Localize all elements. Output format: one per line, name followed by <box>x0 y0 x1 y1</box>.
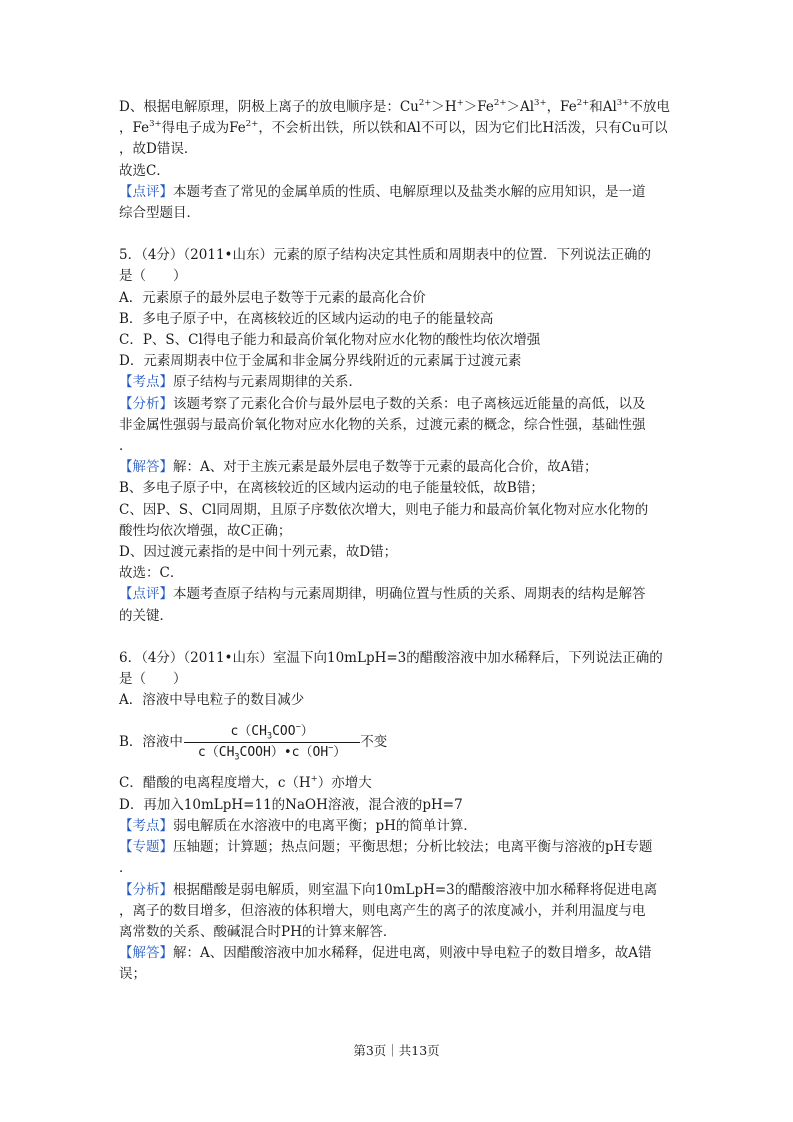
fenxi-tag: 【分析】 <box>119 881 173 898</box>
q6-fenxi-line1: 【分析】根据醋酸是弱电解质，则室温下向10mLpH=3的醋酸溶液中加水稀释将促进电离 <box>119 881 658 898</box>
fraction-denominator: $c(CH_3COOH)•c(OH^-)$ <box>197 742 347 763</box>
q6-fenxi-line2: ，离子的数目增多，但溶液的体积增大，则电离产生的离子的浓度减小，并利用温度与电 <box>119 902 646 919</box>
q6-stem-line2: 是（ ） <box>119 671 187 688</box>
q6-zhuanti-line2: ． <box>119 860 133 877</box>
q5-jieda-line6: 故选：C． <box>119 565 184 582</box>
jieda-tag: 【解答】 <box>119 459 173 476</box>
q5-jieda-line5: D、因过渡元素指的是中间十列元素，故D错； <box>119 544 398 561</box>
q5-option-b: B．多电子原子中，在离核较近的区域内运动的电子的能量较高 <box>119 310 494 327</box>
q5-jieda-line1: 【解答】解：A、对于主族元素是最外层电子数等于元素的最高化合价，故A错； <box>119 459 598 476</box>
dianping-tag: 【点评】 <box>119 586 173 603</box>
q4-comment-line1: 【点评】本题考查了常见的金属单质的性质、电解原理以及盐类水解的应用知识，是一道 <box>119 183 646 200</box>
q5-fenxi-line2: 非金属性强弱与最高价氧化物对应水化物的关系，过渡元素的概念，综合性强，基础性强 <box>119 416 646 433</box>
q6-zhuanti-line1: 【专题】压轴题；计算题；热点问题；平衡思想；分析比较法；电离平衡与溶液的pH专题 <box>119 839 653 856</box>
q5-dianping-line2: 的关键． <box>119 607 173 624</box>
q6-option-c: C．醋酸的电离程度增大，c（H+）亦增大 <box>119 773 372 792</box>
q5-jieda-line2: B、多电子原子中，在离核较近的区域内运动的电子能量较低，故B错； <box>119 480 544 497</box>
q5-stem-line1: 5．（4分）（2011•山东）元素的原子结构决定其性质和周期表中的位置．下列说法正确的 <box>119 247 651 264</box>
q5-dianping-line1: 【点评】本题考查原子结构与元素周期律，明确位置与性质的关系、周期表的结构是解答 <box>119 586 646 603</box>
q6-option-a: A．溶液中导电粒子的数目减少 <box>119 692 305 709</box>
comment-tag: 【点评】 <box>119 183 173 200</box>
q5-jieda-line4: 酸性均依次增强，故C正确； <box>119 522 292 539</box>
q5-option-c: C．P、S、Cl得电子能力和最高价氧化物对应水化物的酸性均依次增强 <box>119 332 541 349</box>
q4-answer: 故选C． <box>119 162 170 179</box>
q6-jieda-line2: 误； <box>119 966 146 983</box>
q6-option-d: D．再加入10mLpH=11的NaOH溶液，混合液的pH=7 <box>119 796 463 813</box>
fenxi-tag: 【分析】 <box>119 395 173 412</box>
q5-option-d: D．元素周期表中位于金属和非金属分界线附近的元素属于过渡元素 <box>119 353 522 370</box>
fraction <box>184 722 360 763</box>
spacer <box>119 627 679 648</box>
q4-option-d-line2: ，$Fe^{3+}$得电子成为$Fe^{2+}$，不会析出铁，所以铁和Al不可以，因为它们比H活泼，只有Cu可以 <box>119 118 668 137</box>
page-footer: 第3页｜共13页 <box>353 1043 440 1058</box>
kaodian-tag: 【考点】 <box>119 817 173 834</box>
q5-fenxi-line3: ． <box>119 438 133 455</box>
q6-stem-line1: 6．（4分）（2011•山东）室温下向10mLpH=3的醋酸溶液中加水稀释后，下列说法正确的 <box>119 649 663 666</box>
q4-option-d-line1: D、根据电解原理，阴极上离子的放电顺序是：$Cu^{2+}>H^+>Fe^{2+}>Al^{3+}$，$Fe^{2+}$和$Al^{3+}$不放电 <box>119 97 670 115</box>
q4-comment-line2: 综合型题目． <box>119 205 200 222</box>
q5-jieda-line3: C、因P、S、Cl同周期，且原子序数依次增大，则电子能力和最高价氧化物对应水化物的 <box>119 501 649 518</box>
zhuanti-tag: 【专题】 <box>119 839 173 856</box>
q6-fenxi-line3: 离常数的关系、酸碱混合时PH的计算来解答． <box>119 923 397 940</box>
q6-option-b: B．溶液中 $\frac{c(CH_3COO^-)}{c(CH_3COOH)•c(OH^-)}$ 不变 <box>119 721 388 763</box>
spacer <box>119 224 679 245</box>
q5-stem-line2: 是（ ） <box>119 268 187 285</box>
page-content <box>119 97 679 986</box>
q5-kaodian: 【考点】原子结构与元素周期律的关系． <box>119 374 362 391</box>
q5-option-a: A．元素原子的最外层电子数等于元素的最高化合价 <box>119 289 426 306</box>
kaodian-tag: 【考点】 <box>119 374 173 391</box>
q6-kaodian: 【考点】弱电解质在水溶液中的电离平衡；pH的简单计算． <box>119 817 477 834</box>
q4-option-d-line3: ，故D错误． <box>119 141 198 158</box>
q5-fenxi-line1: 【分析】该题考察了元素化合价与最外层电子数的关系：电子离核远近能量的高低，以及 <box>119 395 646 412</box>
jieda-tag: 【解答】 <box>119 945 173 962</box>
q6-jieda-line1: 【解答】解：A、因醋酸溶液中加水稀释，促进电离，则液中导电粒子的数目增多，故A错 <box>119 945 652 962</box>
fraction-numerator: $c(CH_3COO^-)$ <box>230 721 314 742</box>
